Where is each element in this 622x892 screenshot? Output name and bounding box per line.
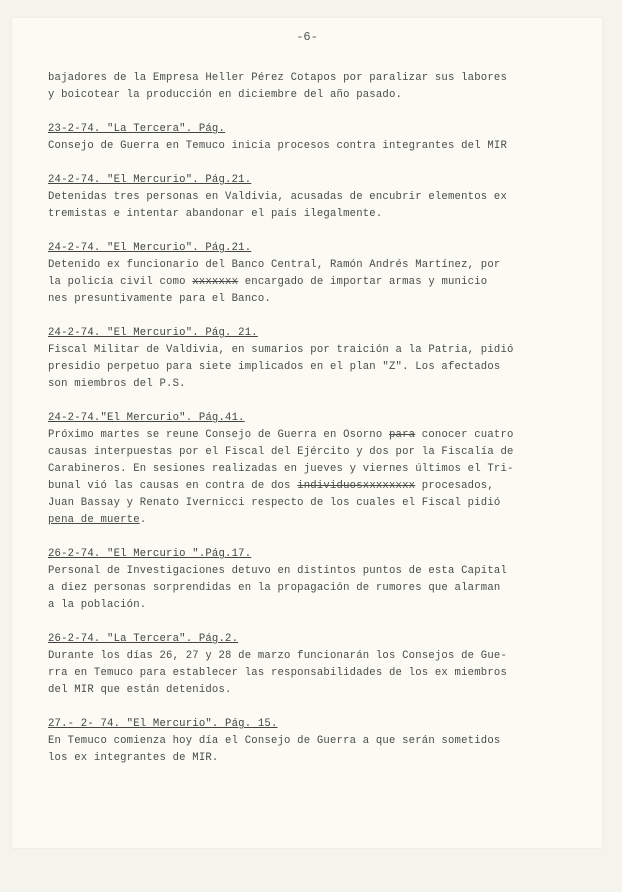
entry-body — [48, 427, 578, 529]
entry-body: En Temuco comienza hoy día el Consejo de Guerra a que serán sometidos los ex integrantes de MIR. — [48, 735, 501, 764]
entry-heading: 24-2-74. "El Mercurio". Pág. 21. — [48, 327, 258, 339]
body-text: procesados, Juan Bassay y Renato Ivernicci respecto de los cuales el Fiscal pidió — [48, 480, 501, 509]
news-entry-8 — [48, 716, 578, 767]
entry-heading: 27.- 2- 74. "El Mercurio". Pág. 15. — [48, 718, 278, 730]
document-content — [48, 70, 578, 767]
news-entry-2 — [48, 172, 578, 223]
struck-text: xxxxxxx — [192, 276, 239, 288]
news-entry-4 — [48, 325, 578, 393]
news-entry-7 — [48, 631, 578, 699]
entry-heading: 24-2-74. "El Mercurio". Pág.21. — [48, 242, 252, 254]
entry-body: Detenidas tres personas en Valdivia, acusadas de encubrir elementos ex tremistas e intentar abandonar el país ilegalmente. — [48, 191, 508, 220]
page-number: -6- — [296, 30, 318, 44]
entry-heading: 24-2-74. "El Mercurio". Pág.21. — [48, 174, 252, 186]
entry-heading: 23-2-74. "La Tercera". Pág. — [48, 123, 226, 135]
document-page — [12, 18, 602, 848]
entry-heading: 26-2-74. "La Tercera". Pág.2. — [48, 633, 239, 645]
news-entry-5 — [48, 410, 578, 529]
entry-body: Fiscal Militar de Valdivia, en sumarios por traición a la Patria, pidió presidio perpetuo para siete implicados en el plan "Z". Los afectados son miembros del P.S. — [48, 344, 514, 390]
underlined-phrase: pena de muerte — [48, 514, 140, 526]
struck-word: individuosxxxxxxxx — [297, 480, 416, 492]
intro-paragraph: bajadores de la Empresa Heller Pérez Cotapos por paralizar sus labores y boicotear la producción en diciembre del año pasado. — [48, 72, 508, 101]
entry-body: Consejo de Guerra en Temuco inicia procesos contra integrantes del MIR — [48, 140, 508, 152]
news-entry-6 — [48, 546, 578, 614]
body-text: Próximo martes se reune Consejo de Guerra en Osorno — [48, 429, 389, 441]
news-entry-3 — [48, 240, 578, 308]
entry-heading: 26-2-74. "El Mercurio ".Pág.17. — [48, 548, 252, 560]
body-text: . — [139, 514, 147, 526]
entry-body: Detenido ex funcionario del Banco Central, Ramón Andrés Martínez, por la policía civil como xxxxxxx encargado de importar armas y municio nes presuntivamente para el Banco. — [48, 259, 501, 305]
struck-word: para — [388, 429, 416, 441]
entry-body: Personal de Investigaciones detuvo en distintos puntos de esta Capital a diez personas sorprendidas en la propagación de rumores que alarman a la población. — [48, 565, 508, 611]
entry-body: Durante los días 26, 27 y 28 de marzo funcionarán los Consejos de Gue- rra en Temuco para establecer las responsabilidades de los ex miembros del MIR que están detenidos. — [48, 650, 508, 696]
news-entry-1 — [48, 121, 578, 155]
entry-heading: 24-2-74."El Mercurio". Pág.41. — [48, 412, 245, 424]
body-text: conocer cuatro causas interpuestas por el Fiscal del Ejército y dos por la Fiscalía de Carabineros. En sesiones realizadas en jueves y viernes últimos el Tri- bunal vió las causas en contra de dos — [48, 429, 514, 492]
